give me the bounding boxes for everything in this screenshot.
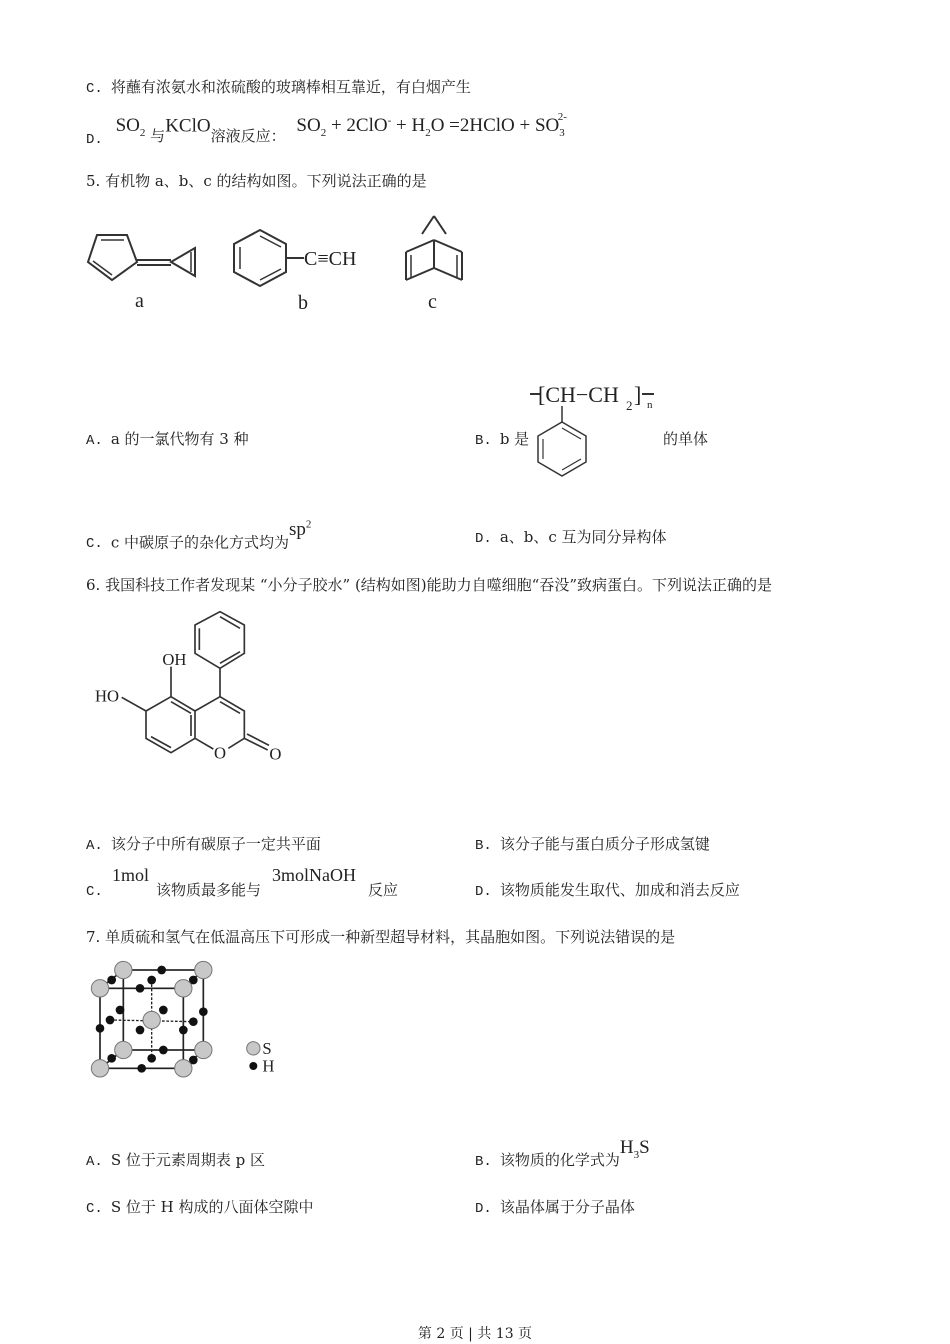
option-text: b 是: [499, 430, 530, 448]
option-label: C.: [86, 536, 103, 553]
h-atom: [116, 1006, 125, 1015]
q6-option-b: [475, 835, 710, 855]
f-sub: 2: [425, 127, 431, 140]
h-atom: [136, 984, 145, 993]
option-label: B.: [475, 838, 492, 854]
q5-stem: 5. 有机物 a、b、c 的结构如图。下列说法正确的是: [86, 172, 427, 190]
structure-c: [400, 210, 480, 313]
label-ho: HO: [95, 686, 120, 706]
h-atom: [159, 1006, 168, 1015]
formula-h3s: [619, 1137, 650, 1161]
s-atom: [115, 961, 132, 978]
option-label: B.: [475, 1154, 492, 1170]
polymer-sub: 2: [626, 398, 633, 413]
s-atom: [195, 961, 212, 978]
legend-s-label: S: [262, 1039, 272, 1058]
structure-b: [230, 225, 390, 315]
option-label: D.: [475, 531, 492, 547]
formula-1mol: 1mol: [112, 865, 150, 885]
f-text: S: [639, 1137, 650, 1158]
page-footer: 第 2 页 | 共 13 页: [417, 1326, 533, 1342]
h-atom: [107, 1054, 116, 1063]
q5-option-b: [475, 430, 529, 450]
h-atom: [199, 1007, 208, 1016]
s-atom: [91, 980, 108, 997]
legend-h-label: H: [262, 1056, 275, 1076]
f-sub: 2: [139, 127, 146, 140]
q5-option-a: [86, 430, 249, 450]
h-atom: [106, 1016, 115, 1025]
f-text: sp: [288, 519, 306, 541]
q5-option-c: [86, 519, 312, 553]
h-atom: [157, 966, 166, 975]
f-sup: 2: [305, 519, 312, 531]
polystyrene-structure: [530, 378, 670, 478]
option-text: a 的一氯代物有 3 种: [110, 430, 249, 448]
option-label: A.: [86, 433, 103, 449]
option-label: A.: [86, 1154, 103, 1170]
label-keto-o: O: [269, 744, 282, 764]
option-label: C.: [86, 884, 103, 900]
s-atom: [143, 1011, 160, 1028]
q7-option-a: [86, 1151, 265, 1171]
option-label: D.: [475, 884, 492, 900]
option-text: 该物质最多能与: [156, 881, 262, 899]
h-atom: [189, 1017, 198, 1026]
label-a: a: [135, 290, 144, 312]
q4-option-d: [86, 111, 574, 149]
f-sup: 2-: [557, 111, 567, 123]
reaction-equation: [296, 111, 574, 140]
option-label: B.: [475, 433, 492, 449]
option-text: 将蘸有浓氨水和浓硫酸的玻璃棒相互靠近，有白烟产生: [110, 78, 471, 96]
h-atom: [96, 1024, 105, 1033]
q7-stem: 7. 单质硫和氢气在低温高压下可形成一种新型超导材料，其晶胞如图。下列说法错误的是: [86, 928, 676, 946]
f-text: O =2HClO + SO: [430, 115, 560, 137]
h-atom: [137, 1064, 146, 1073]
label-c: c: [428, 291, 437, 313]
f-text: SO: [115, 115, 140, 137]
q4-option-c: [86, 78, 471, 98]
label-b: b: [298, 292, 308, 314]
formula-kclo: KClO: [165, 115, 211, 137]
h-atom: [147, 976, 156, 985]
f-text: + H: [391, 115, 426, 137]
h-atom: [147, 1054, 156, 1063]
text: 溶液反应：: [210, 127, 286, 146]
f-text: SO: [296, 115, 321, 137]
option-text: S 位于元素周期表 p 区: [110, 1151, 265, 1169]
option-text: a、b、c 互为同分异构体: [499, 528, 667, 546]
h-atom: [179, 1026, 188, 1035]
q6-option-c: [86, 881, 111, 901]
s-atom: [175, 1060, 192, 1077]
option-label: C.: [86, 81, 103, 97]
formula-so2: [115, 115, 146, 140]
f-text: + 2ClO: [326, 115, 388, 137]
option-label: A.: [86, 838, 103, 854]
option-text: S 位于 H 构成的八面体空隙中: [110, 1198, 314, 1216]
option-text: 该物质的化学式为: [499, 1151, 620, 1169]
polymer-bracket: ]: [634, 382, 642, 407]
option-label: D.: [475, 1201, 492, 1217]
q7-option-c: [86, 1198, 313, 1218]
h-atom: [136, 1026, 145, 1035]
option-text: 该分子中所有碳原子一定共平面: [110, 835, 321, 853]
s-atom: [175, 980, 192, 997]
crystal-cell-diagram: [85, 955, 285, 1085]
option-text: 该晶体属于分子晶体: [499, 1198, 635, 1216]
option-text: c 中碳原子的杂化方式均为: [110, 533, 289, 552]
h-atom: [107, 976, 116, 985]
q5-option-b-end: 的单体: [663, 430, 709, 448]
f-text: H: [619, 1137, 634, 1158]
legend-h-atom: [249, 1062, 257, 1070]
ethynyl-group: C≡CH: [304, 248, 357, 270]
q5-option-d: [475, 528, 667, 548]
s-atom: [195, 1041, 212, 1058]
option-text: 该物质能发生取代、加成和消去反应: [499, 881, 740, 899]
label-oh: OH: [162, 650, 187, 669]
structure-a: [85, 222, 225, 312]
f-sub: 3: [559, 127, 565, 140]
formula-naoh: 3molNaOH: [272, 865, 356, 885]
q6-option-d: [475, 881, 740, 901]
sp2: [289, 519, 311, 540]
s-atom: [91, 1060, 108, 1077]
text: 与: [150, 127, 166, 146]
q6-stem: 6. 我国科技工作者发现某 “小分子胶水” (结构如图)能助力自噬细胞“吞没”致病蛋白。下列说法正确的是: [86, 576, 772, 594]
option-label: C.: [86, 1201, 103, 1217]
h-atom: [159, 1046, 168, 1055]
f-sub: 2: [320, 127, 327, 140]
s-atom: [115, 1041, 132, 1058]
q7-option-d: [475, 1198, 635, 1218]
option-text: 该分子能与蛋白质分子形成氢键: [499, 835, 710, 853]
q6-option-a: [86, 835, 321, 855]
polymer-formula: [CH−CH: [538, 382, 619, 407]
legend-s-atom: [247, 1042, 260, 1055]
label-ring-o: O: [214, 743, 227, 763]
glue-molecule-structure: [85, 600, 305, 780]
q7-option-b: [475, 1137, 650, 1176]
option-text: 反应: [368, 881, 399, 899]
f-sup: -: [387, 115, 392, 127]
option-label: D.: [86, 132, 103, 149]
polymer-n: n: [647, 399, 653, 411]
f-sub: 3: [633, 1148, 640, 1161]
